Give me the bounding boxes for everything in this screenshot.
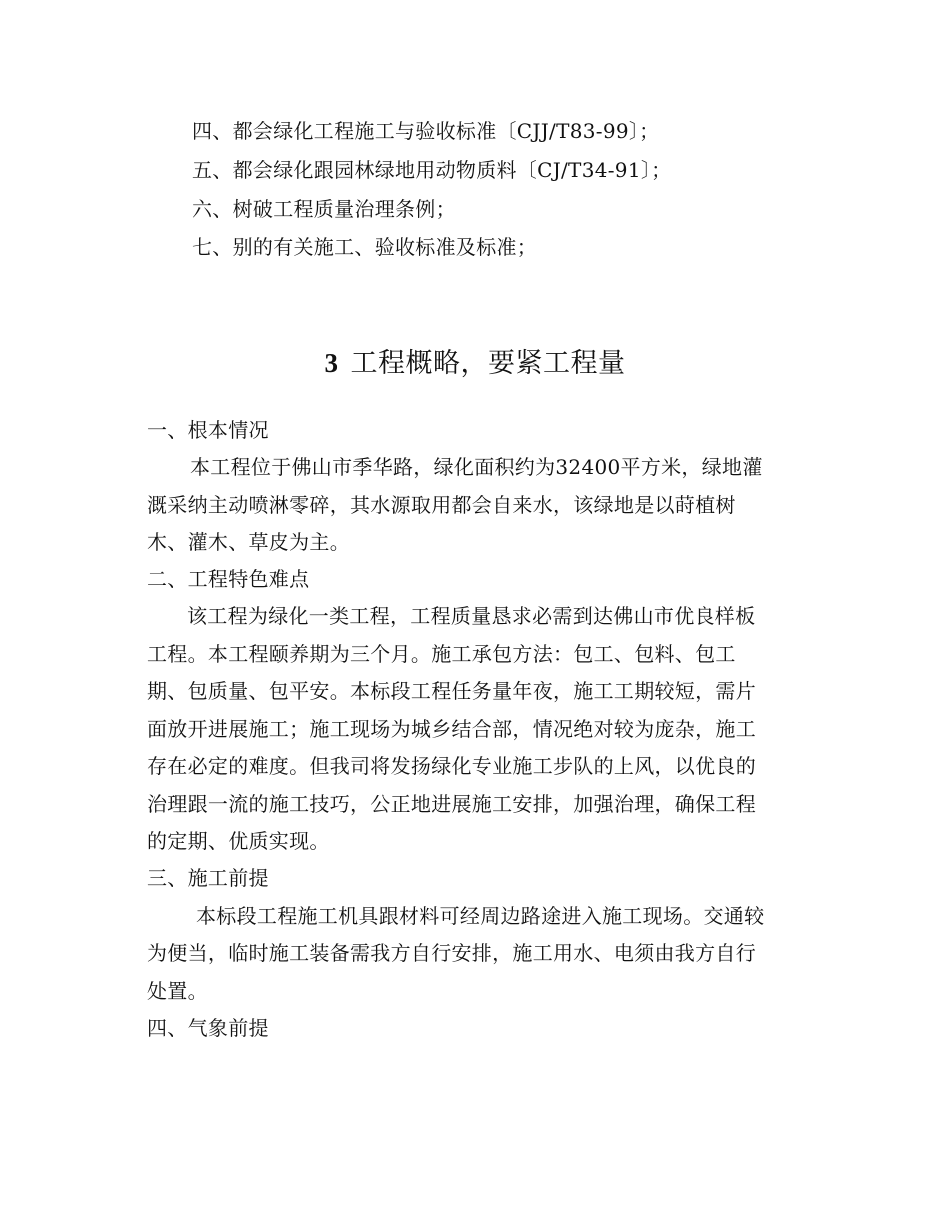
paragraph-line: 工程。本工程颐养期为三个月。施工承包方法：包工、包料、包工 bbox=[147, 642, 736, 666]
paragraph-line: 期、包质量、包平安。本标段工程任务量年夜，施工工期较短，需片 bbox=[147, 679, 756, 703]
paragraph-line: 治理跟一流的施工技巧，公正地进展施工安排，加强治理，确保工程 bbox=[147, 792, 756, 816]
subsection-heading: 四、气象前提 bbox=[147, 1016, 269, 1040]
reference-item: 四、都会绿化工程施工与验收标准〔CJJ/T83-99〕； bbox=[192, 119, 660, 143]
subsection-heading: 二、工程特色难点 bbox=[147, 567, 310, 591]
paragraph-line: 存在必定的难度。但我司将发扬绿化专业施工步队的上风，以优良的 bbox=[147, 754, 756, 778]
paragraph-line: 为便当，临时施工装备需我方自行安排，施工用水、电须由我方自行 bbox=[147, 941, 756, 965]
paragraph-line: 本标段工程施工机具跟材料可经周边路途进入施工现场。交通较 bbox=[196, 904, 765, 928]
reference-item: 七、别的有关施工、验收标准及标准； bbox=[192, 235, 538, 259]
paragraph-line: 该工程为绿化一类工程，工程质量恳求必需到达佛山市优良样板 bbox=[187, 604, 756, 628]
subsection-heading: 三、施工前提 bbox=[147, 866, 269, 890]
paragraph-line: 溉采纳主动喷淋零碎，其水源取用都会自来水，该绿地是以莳植树 bbox=[147, 493, 736, 517]
section-title-text: 工程概略，要紧工程量 bbox=[350, 348, 626, 379]
paragraph-line: 的定期、优质实现。 bbox=[147, 829, 330, 853]
section-title bbox=[0, 345, 950, 382]
section-number: 3 bbox=[324, 348, 339, 378]
reference-item: 六、树破工程质量治理条例； bbox=[192, 197, 456, 221]
paragraph-line: 本工程位于佛山市季华路，绿化面积约为32400平方米，绿地灌 bbox=[190, 455, 763, 479]
reference-item: 五、都会绿化跟园林绿地用动物质料〔CJ/T34-91〕； bbox=[192, 158, 672, 182]
paragraph-line: 木、灌木、草皮为主。 bbox=[147, 530, 350, 554]
paragraph-line: 面放开进展施工；施工现场为城乡结合部，情况绝对较为庞杂，施工 bbox=[147, 717, 756, 741]
paragraph-line: 处置。 bbox=[147, 979, 208, 1003]
subsection-heading: 一、根本情况 bbox=[147, 418, 269, 442]
